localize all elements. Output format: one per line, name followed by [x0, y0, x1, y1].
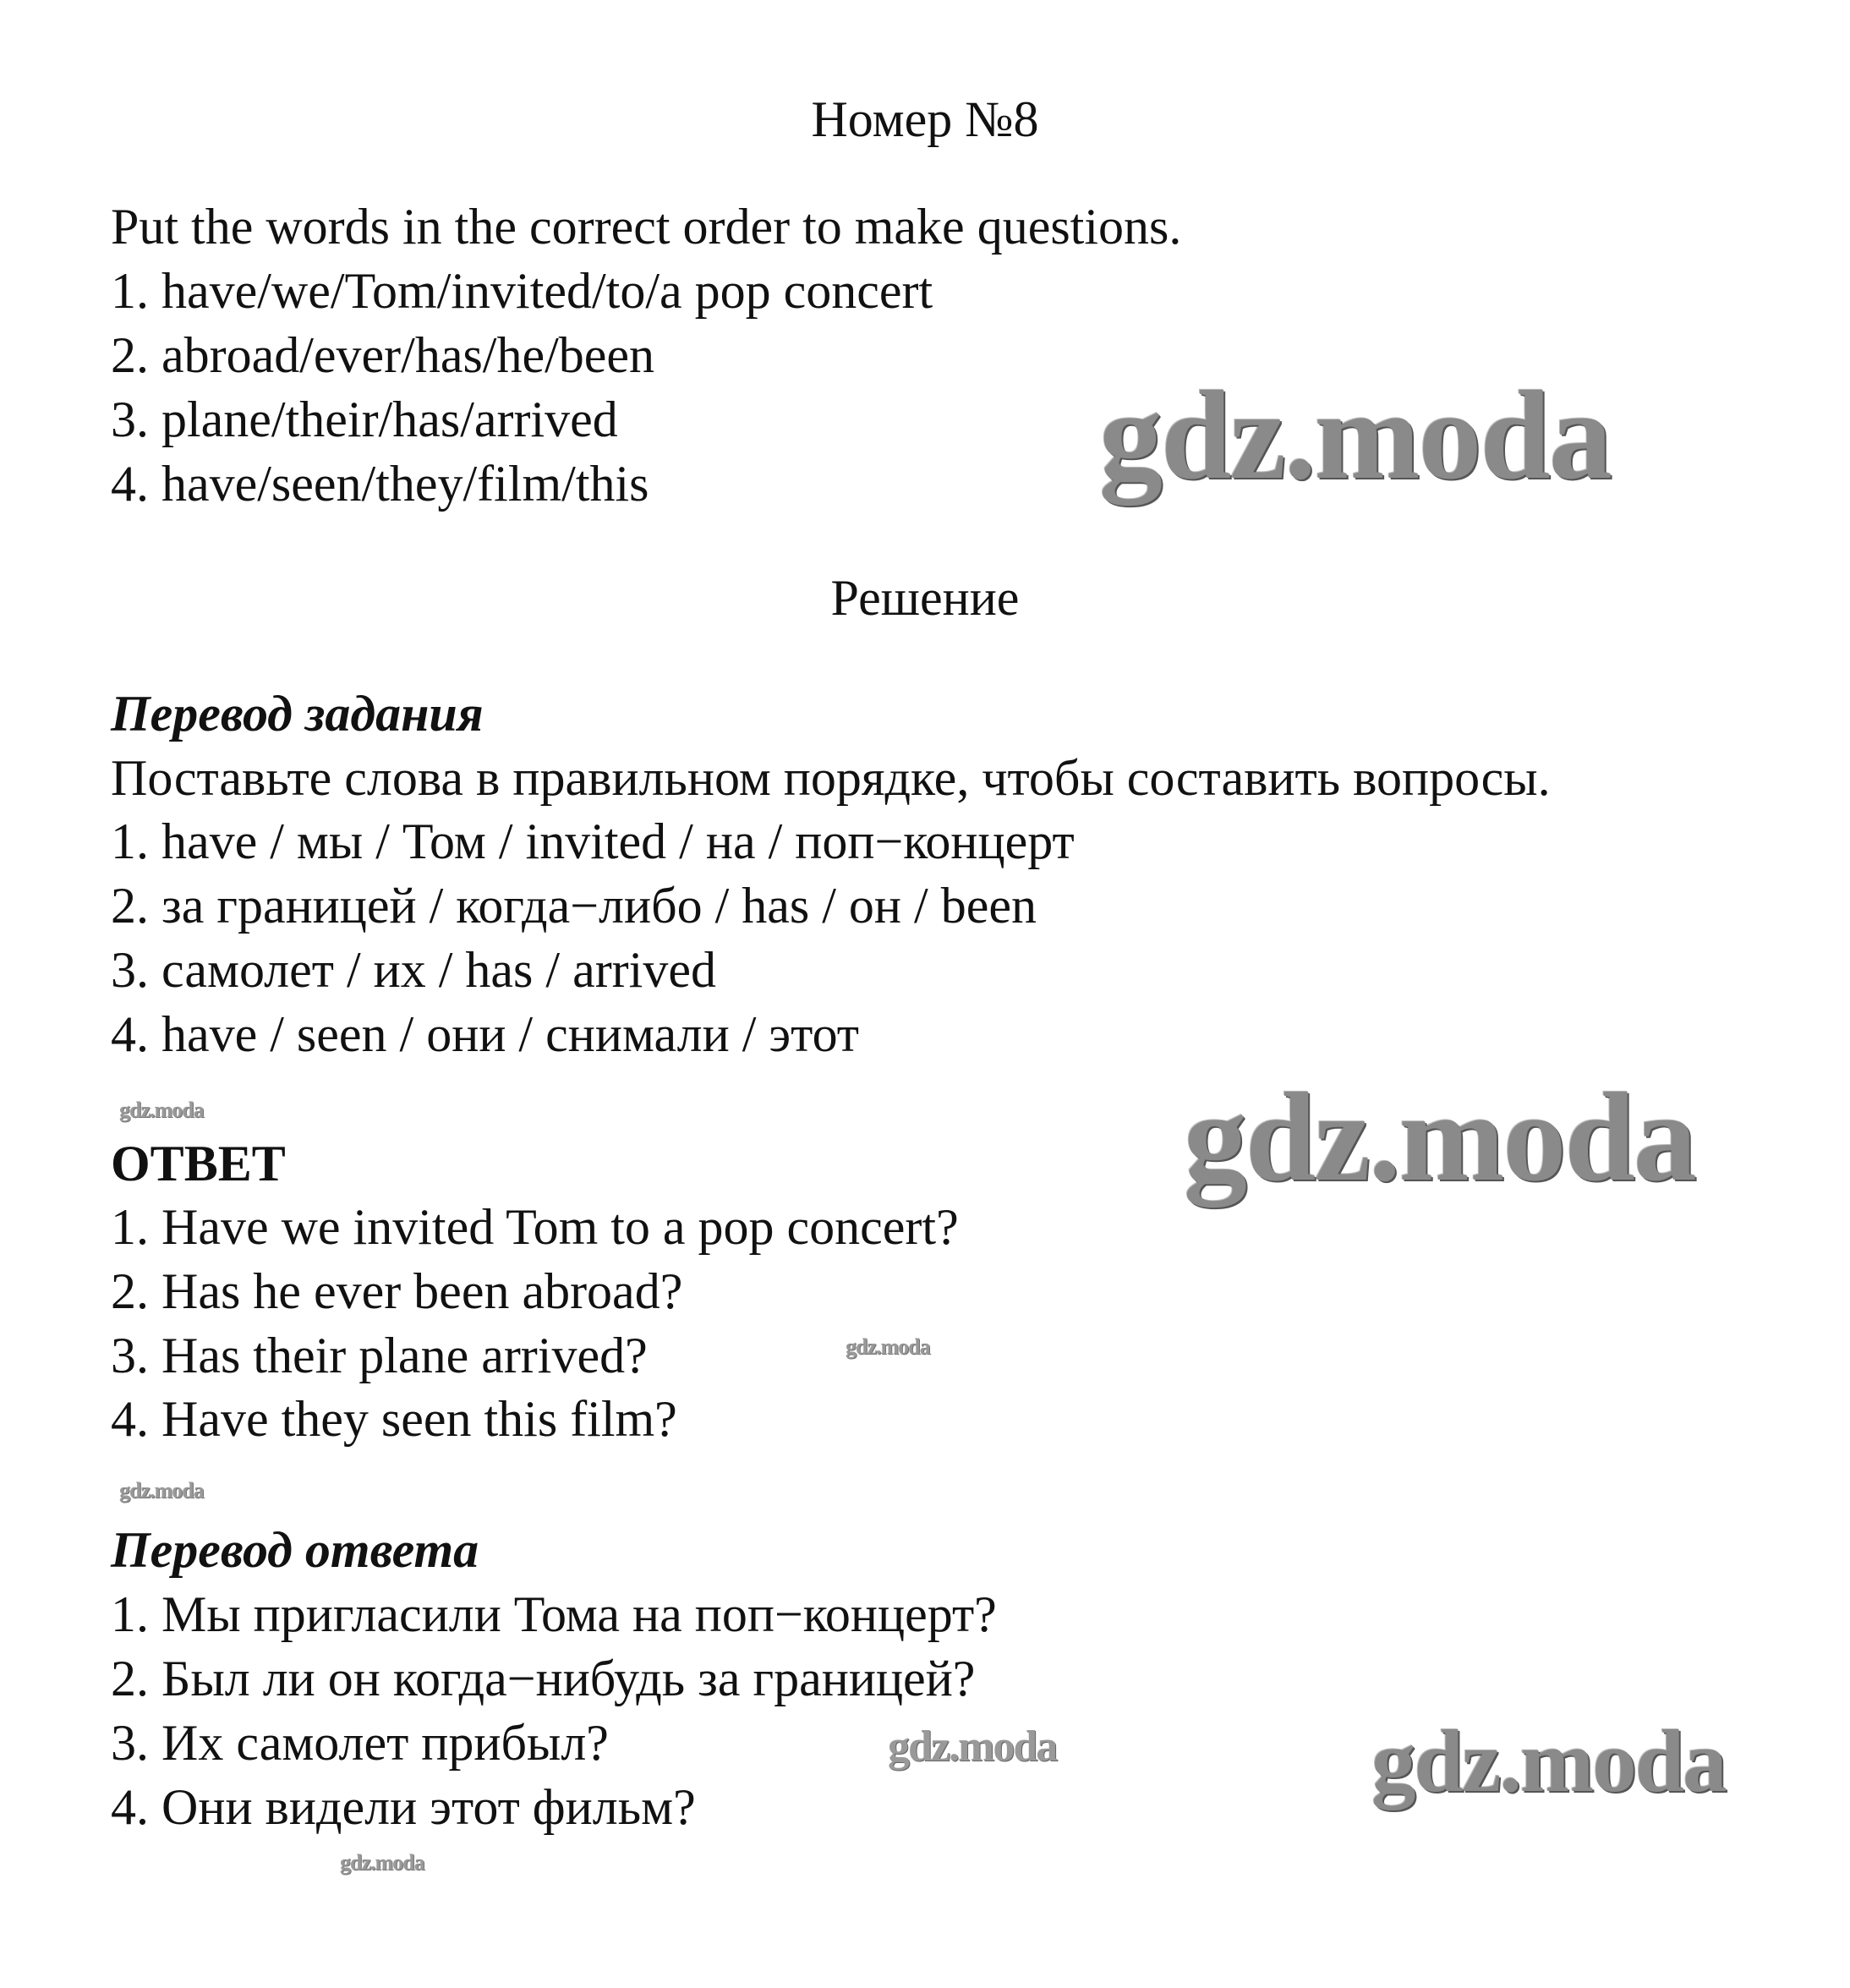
task-item: 4. have/seen/they/film/this — [111, 456, 649, 512]
answer-translation-heading: Перевод ответа — [111, 1522, 479, 1578]
watermark-logo: gdz.moda — [119, 1098, 204, 1122]
task-item: 3. plane/their/has/arrived — [111, 392, 618, 447]
watermark-logo: gdz.moda — [846, 1334, 930, 1359]
answer-translation-item: 1. Мы пригласили Тома на поп−концерт? — [111, 1586, 997, 1642]
watermark-logo: gdz.moda — [1099, 365, 1611, 506]
answer-item: 2. Has he ever been abroad? — [111, 1263, 683, 1319]
task-translation-instruction: Поставьте слова в правильном порядке, чтобы составить вопросы. — [111, 750, 1551, 806]
answer-translation-item: 3. Их самолет прибыл? — [111, 1715, 609, 1771]
task-translation-heading: Перевод задания — [111, 686, 484, 742]
watermark-logo: gdz.moda — [1184, 1067, 1695, 1208]
task-translation-item: 4. have / seen / они / снимали / этот — [111, 1006, 859, 1062]
watermark-logo: gdz.moda — [888, 1722, 1057, 1771]
task-translation-item: 2. за границей / когда−либо / has / он / been — [111, 878, 1037, 934]
watermark-logo: gdz.moda — [1371, 1711, 1726, 1810]
answer-item: 1. Have we invited Tom to a pop concert? — [111, 1199, 959, 1255]
answer-translation-item: 2. Был ли он когда−нибудь за границей? — [111, 1651, 976, 1706]
task-translation-item: 1. have / мы / Том / invited / на / поп−концерт — [111, 813, 1075, 869]
answer-heading: ОТВЕТ — [111, 1136, 286, 1191]
task-item: 1. have/we/Tom/invited/to/a pop concert — [111, 263, 933, 319]
answer-translation-item: 4. Они видели этот фильм? — [111, 1779, 696, 1835]
page-title: Номер №8 — [811, 91, 1039, 147]
watermark-logo: gdz.moda — [119, 1478, 204, 1503]
solution-heading: Решение — [830, 570, 1020, 626]
answer-item: 3. Has their plane arrived? — [111, 1328, 648, 1383]
watermark-logo: gdz.moda — [340, 1850, 424, 1875]
task-item: 2. abroad/ever/has/he/been — [111, 327, 655, 383]
answer-item: 4. Have they seen this film? — [111, 1391, 677, 1447]
task-translation-item: 3. самолет / их / has / arrived — [111, 942, 716, 998]
task-instruction: Put the words in the correct order to make questions. — [111, 199, 1182, 255]
